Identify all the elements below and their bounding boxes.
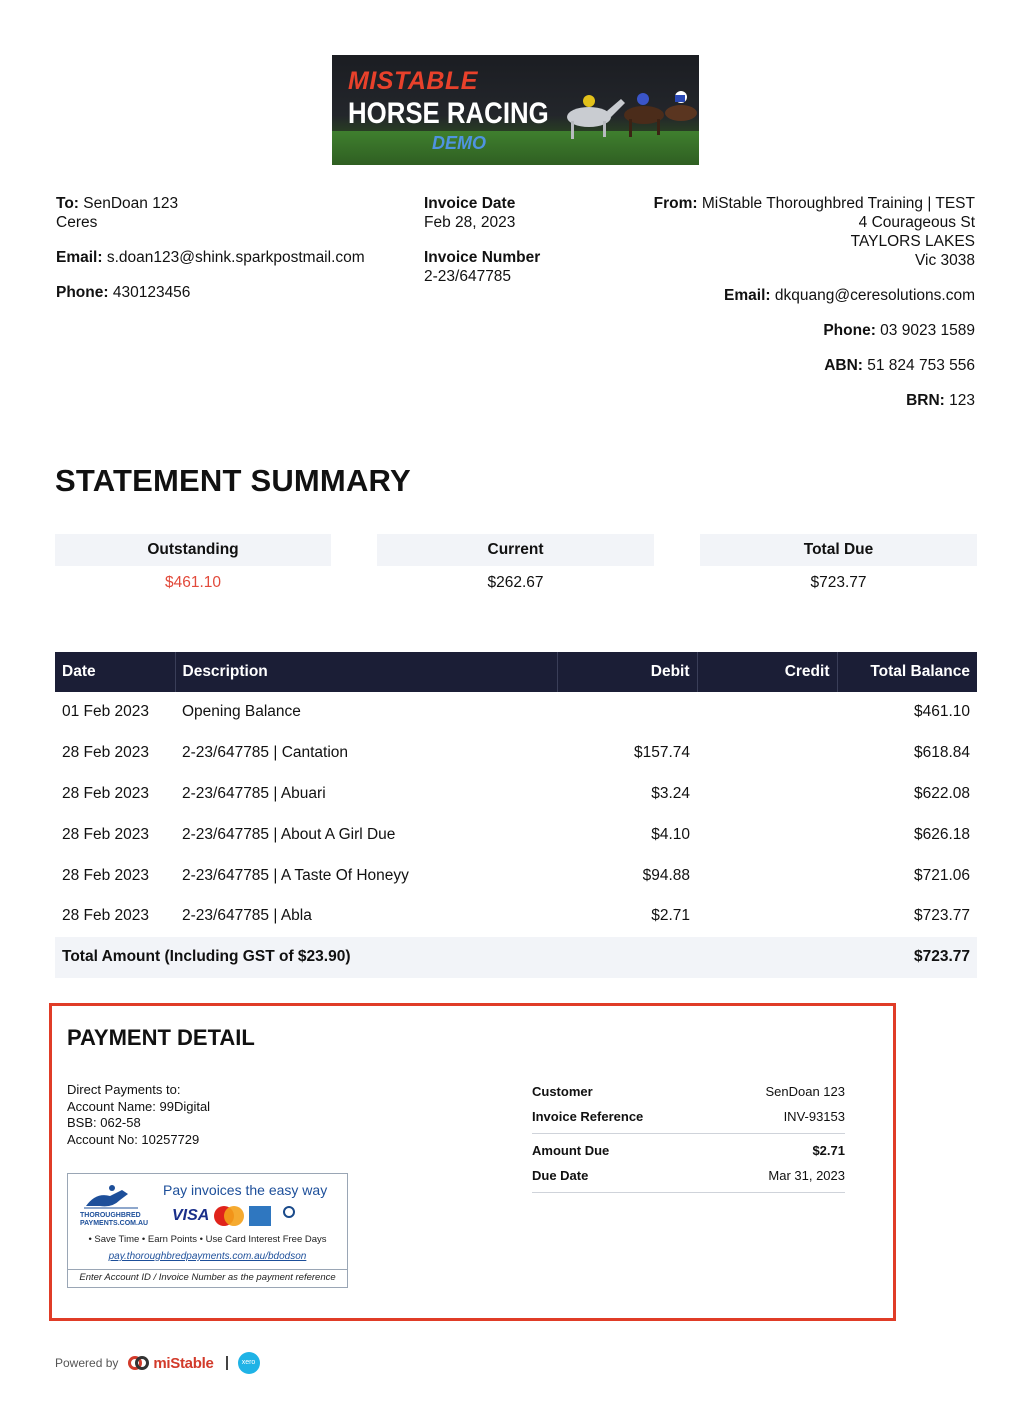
banner-tagline: • Save Time • Earn Points • Use Card Interest Free Days [88, 1234, 327, 1245]
row-balance: $626.18 [913, 825, 970, 843]
from-block [654, 194, 975, 410]
mistable-logo-icon [128, 1354, 150, 1372]
row-credit [697, 896, 837, 937]
from-name: MiStable Thoroughbred Training | TEST [701, 195, 975, 212]
to-line2: Ceres [56, 214, 98, 231]
mistable-logo-text: miStable [153, 1354, 214, 1372]
amount-due-row [532, 1138, 845, 1163]
table-row [55, 733, 977, 774]
direct-account-name: Account Name: 99Digital [67, 1098, 211, 1114]
row-description: Opening Balance [182, 703, 301, 721]
col-balance: Total Balance [837, 652, 977, 692]
invoice-number-label: Invoice Number [424, 249, 541, 266]
row-debit: $4.10 [651, 825, 690, 843]
outstanding-label: Outstanding [55, 534, 331, 566]
to-label: To: [56, 195, 79, 212]
row-date: 01 Feb 2023 [62, 703, 150, 721]
payment-detail-box [49, 1003, 896, 1321]
customer-value: SenDoan 123 [765, 1084, 845, 1099]
from-brn: 123 [949, 392, 975, 409]
row-description: 2-23/647785 | Cantation [182, 744, 349, 762]
row-credit [697, 814, 837, 855]
table-row [55, 896, 977, 937]
row-description: 2-23/647785 | Abla [182, 907, 312, 925]
row-balance: $723.77 [913, 907, 970, 925]
row-credit [697, 855, 837, 896]
racehorses-image [549, 77, 699, 147]
footer-divider [226, 1356, 228, 1370]
divider [532, 1133, 845, 1134]
row-debit [557, 692, 697, 733]
row-credit [697, 774, 837, 815]
amount-due-value: $2.71 [812, 1143, 845, 1158]
thoroughbred-payments-logo: THOROUGHBRED PAYMENTS.COM.AU [80, 1212, 149, 1227]
direct-account-no: Account No: 10257729 [67, 1131, 200, 1147]
to-phone: 430123456 [112, 284, 191, 301]
row-date: 28 Feb 2023 [62, 866, 150, 884]
row-description: 2-23/647785 | Abuari [182, 784, 326, 802]
row-credit [697, 692, 837, 733]
total-due-label: Total Due [700, 534, 977, 566]
invoice-date-label: Invoice Date [424, 195, 516, 212]
col-date: Date [62, 663, 96, 680]
table-total-row [55, 937, 977, 978]
from-abn-label: ABN: [824, 357, 863, 374]
row-balance: $618.84 [913, 744, 970, 762]
logo-horse-racing-text: HORSE RACING [348, 97, 549, 130]
to-phone-label: Phone: [56, 284, 109, 301]
table-row [55, 774, 977, 815]
customer-label: Customer [532, 1084, 593, 1099]
amount-due-label: Amount Due [532, 1143, 610, 1158]
to-name: SenDoan 123 [83, 195, 179, 212]
visa-icon: VISA [172, 1207, 210, 1224]
bill-to-block [56, 194, 365, 302]
from-brn-label: BRN: [906, 392, 945, 409]
transactions-table [55, 652, 977, 978]
row-debit: $3.24 [651, 784, 690, 802]
invoice-reference-label: Invoice Reference [532, 1109, 644, 1124]
direct-payment-info [67, 1082, 210, 1148]
row-balance: $461.10 [913, 703, 970, 721]
from-address1: 4 Courageous St [858, 214, 975, 231]
payment-link[interactable]: pay.thoroughbredpayments.com.au/bdodson [108, 1251, 307, 1262]
from-phone-label: Phone: [823, 322, 876, 339]
col-description: Description [175, 652, 557, 692]
from-label: From: [653, 195, 698, 212]
due-date-label: Due Date [532, 1168, 589, 1183]
from-address3: Vic 3038 [914, 252, 975, 269]
invoice-reference-value: INV-93153 [783, 1109, 845, 1124]
from-email-label: Email: [724, 287, 771, 304]
table-row [55, 855, 977, 896]
customer-row [532, 1079, 845, 1104]
row-date: 28 Feb 2023 [62, 907, 150, 925]
mastercard-icon [214, 1206, 244, 1226]
payment-summary-table [532, 1079, 845, 1193]
row-date: 28 Feb 2023 [62, 784, 150, 802]
card-logos [172, 1206, 302, 1226]
current-value: $262.67 [487, 574, 544, 591]
row-credit [697, 733, 837, 774]
diners-club-icon [276, 1206, 302, 1226]
outstanding-value: $461.10 [164, 574, 222, 591]
row-debit: $2.71 [651, 907, 690, 925]
amex-icon [249, 1206, 271, 1226]
invoice-date: Feb 28, 2023 [424, 214, 516, 231]
row-date: 28 Feb 2023 [62, 744, 150, 762]
row-description: 2-23/647785 | A Taste Of Honeyy [182, 866, 409, 884]
statement-summary-title: STATEMENT SUMMARY [55, 463, 411, 498]
col-credit: Credit [697, 652, 837, 692]
invoice-reference-row [532, 1104, 845, 1129]
total-amount-label: Total Amount (Including GST of $23.90) [62, 948, 351, 966]
current-label: Current [377, 534, 654, 566]
invoice-number: 2-23/647785 [424, 268, 512, 285]
table-row [55, 692, 977, 733]
from-email: dkquang@ceresolutions.com [774, 287, 975, 304]
horse-jockey-icon [82, 1182, 142, 1212]
payment-reference-instructions: Enter Account ID / Invoice Number as the payment reference [68, 1269, 347, 1283]
xero-logo-icon[interactable]: xero [238, 1352, 260, 1374]
total-due-value: $723.77 [810, 574, 867, 591]
col-debit: Debit [557, 652, 697, 692]
powered-by-text: Powered by [55, 1356, 119, 1370]
row-balance: $721.06 [913, 866, 970, 884]
to-email: s.doan123@shink.sparkpostmail.com [106, 249, 365, 266]
table-row [55, 814, 977, 855]
row-debit: $157.74 [633, 744, 690, 762]
payment-detail-title: PAYMENT DETAIL [67, 1025, 255, 1050]
divider [532, 1192, 845, 1193]
thoroughbred-payments-banner[interactable] [67, 1173, 348, 1288]
from-phone: 03 9023 1589 [880, 322, 975, 339]
row-balance: $622.08 [913, 784, 970, 802]
pay-invoices-headline: Pay invoices the easy way [163, 1182, 328, 1198]
direct-line1: Direct Payments to: [67, 1082, 181, 1097]
header-logo-banner [332, 55, 699, 165]
table-header-row [55, 652, 977, 692]
row-date: 28 Feb 2023 [62, 825, 150, 843]
row-description: 2-23/647785 | About A Girl Due [182, 825, 396, 843]
row-debit: $94.88 [642, 866, 690, 884]
invoice-meta-block [424, 194, 540, 286]
from-address2: TAYLORS LAKES [850, 233, 975, 250]
logo-mistable-text: MISTABLE [348, 67, 478, 95]
footer [55, 1352, 260, 1374]
direct-bsb: BSB: 062-58 [67, 1115, 141, 1130]
from-abn: 51 824 753 556 [867, 357, 975, 374]
mistable-logo[interactable] [128, 1354, 213, 1372]
logo-demo-text: DEMO [432, 133, 486, 153]
due-date-row [532, 1163, 845, 1188]
due-date-value: Mar 31, 2023 [768, 1168, 845, 1183]
to-email-label: Email: [56, 249, 103, 266]
total-amount-value: $723.77 [913, 948, 970, 966]
